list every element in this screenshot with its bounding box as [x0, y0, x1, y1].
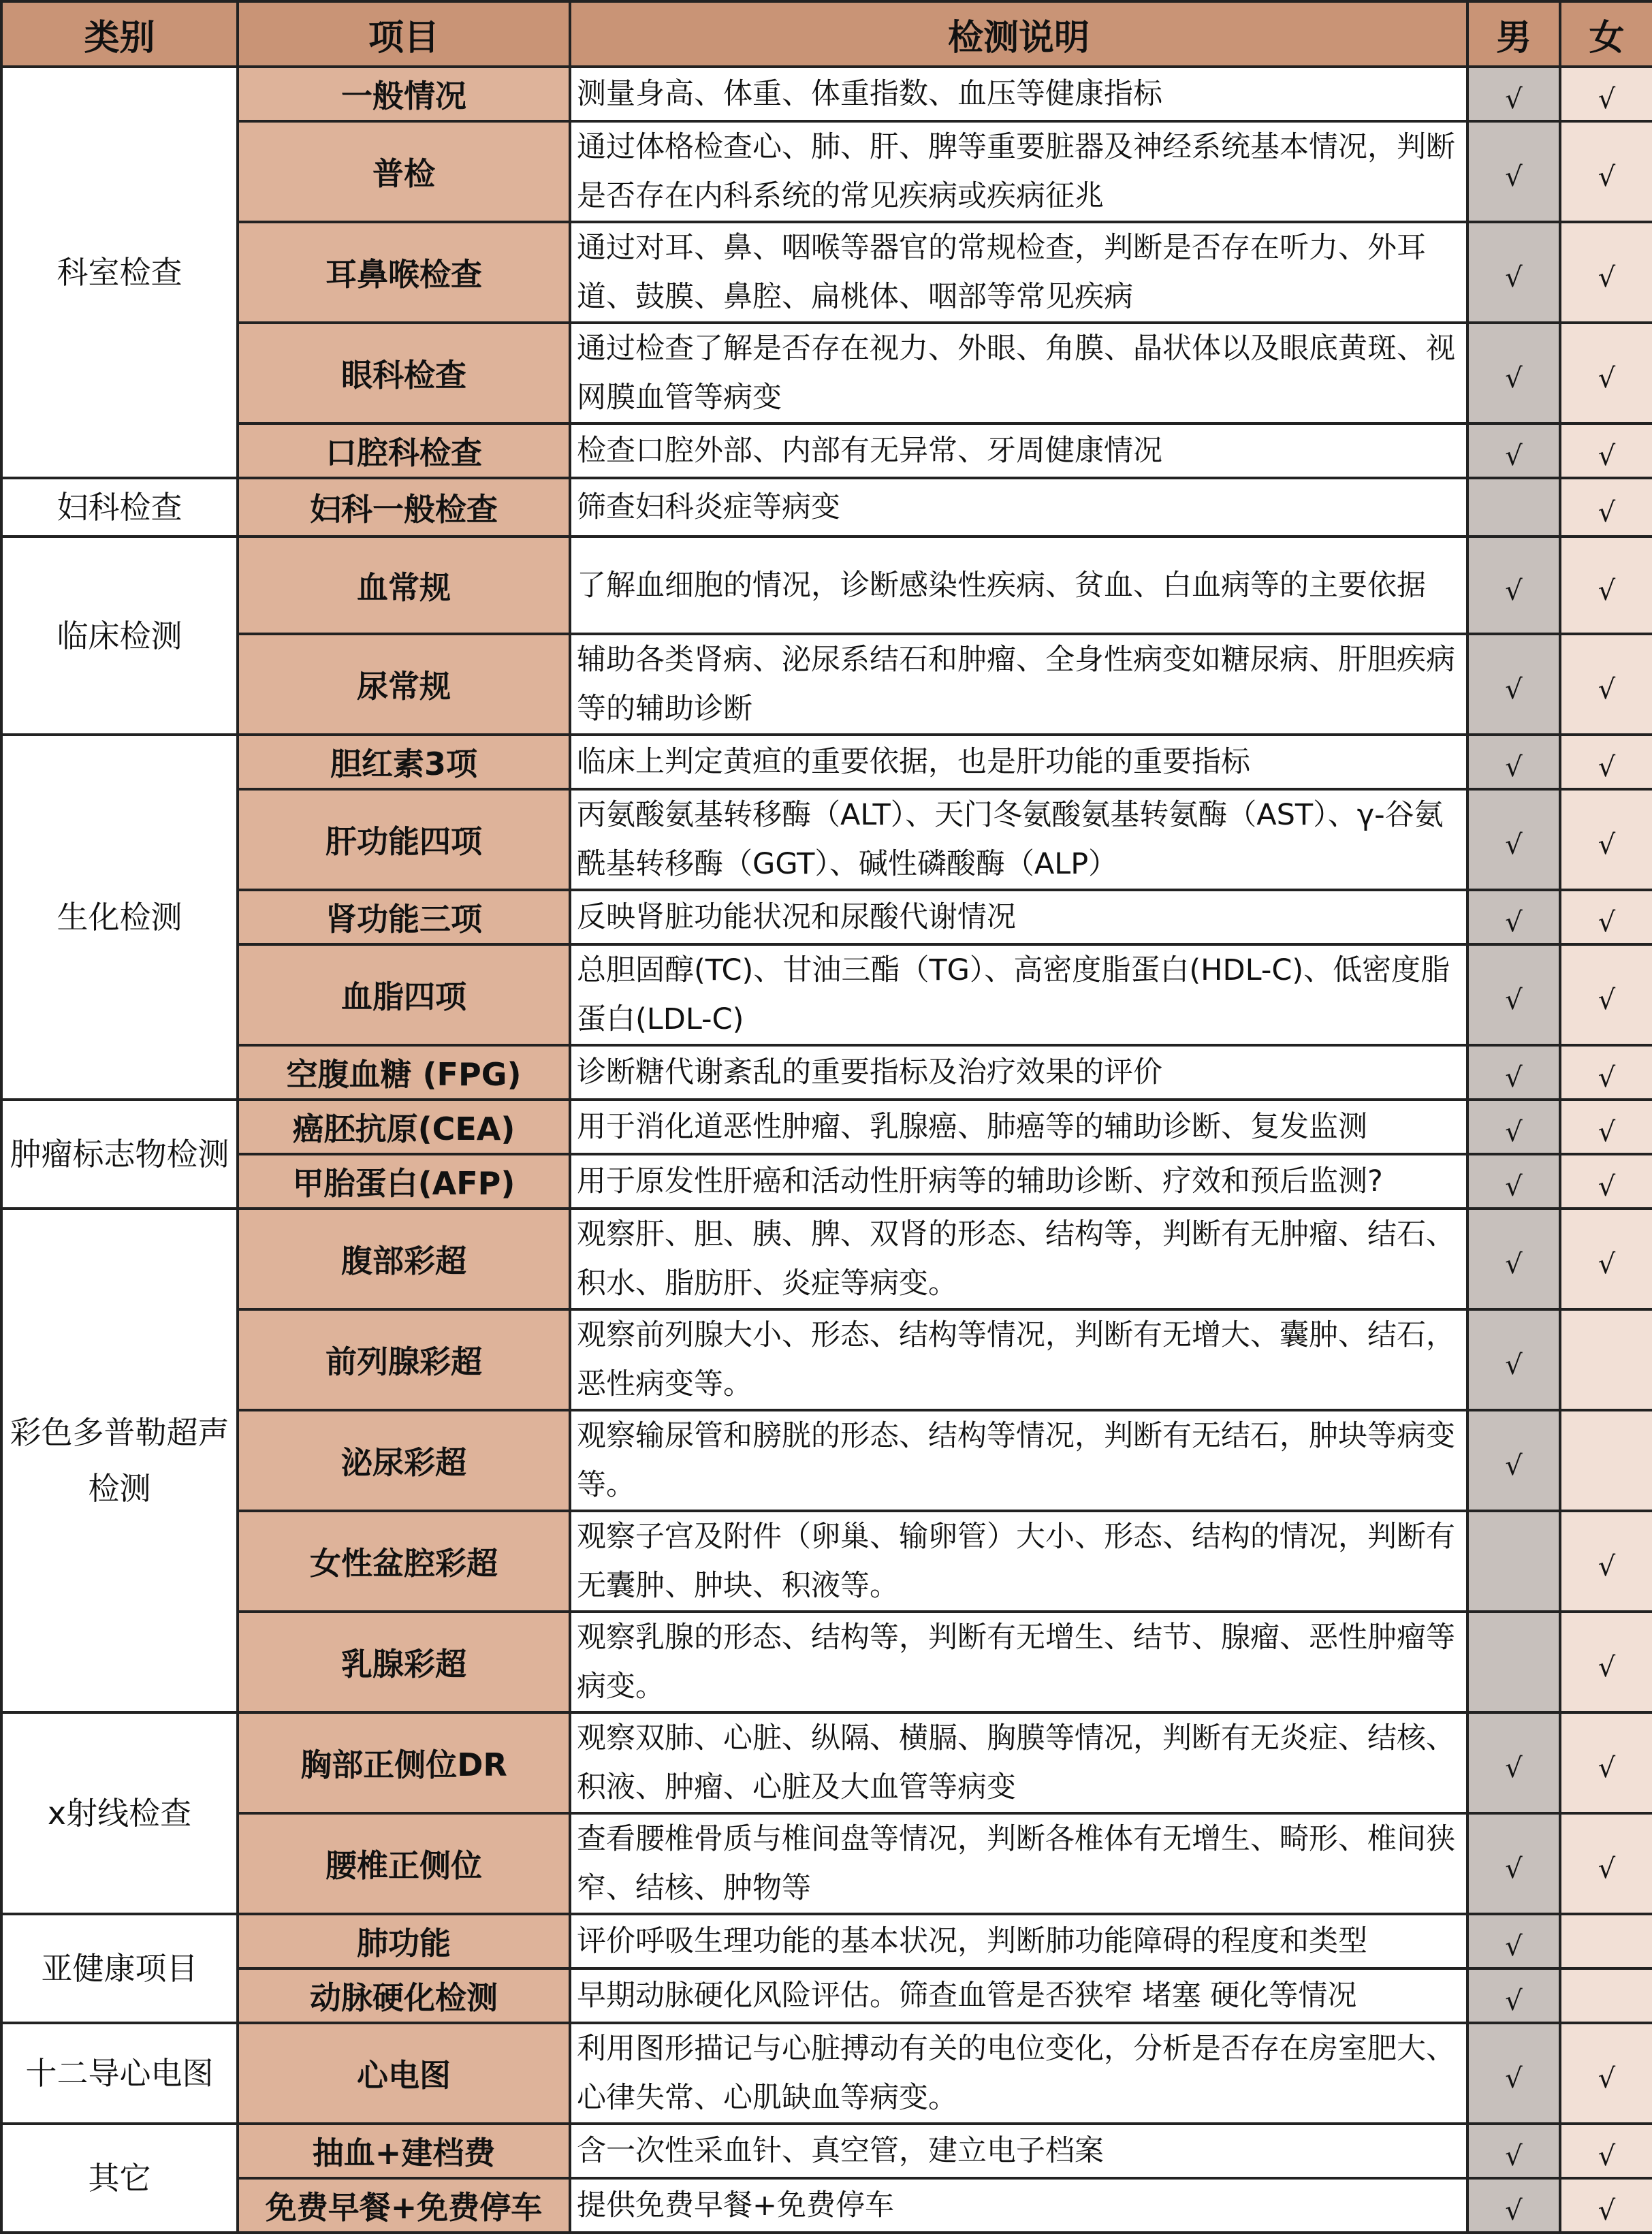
item-cell: 耳鼻喉检查	[238, 222, 570, 323]
female-cell	[1560, 890, 1652, 944]
check-mark: √	[1598, 575, 1616, 607]
check-mark: √	[1505, 1450, 1523, 1482]
description-cell: 通过对耳、鼻、咽喉等器官的常规检查，判断是否存在听力、外耳道、鼓膜、鼻腔、扁桃体、咽部等常见疾病	[570, 222, 1467, 323]
table-row	[1, 1154, 1652, 1209]
category-cell: 十二导心电图	[1, 2023, 238, 2124]
check-mark: √	[1505, 1985, 1523, 2017]
description-cell: 观察双肺、心脏、纵隔、横膈、胸膜等情况，判断有无炎症、结核、积液、肿瘤、心脏及大血管等病变	[570, 1712, 1467, 1813]
header-description: 检测说明	[570, 1, 1467, 67]
table-row	[1, 1209, 1652, 1309]
check-mark: √	[1505, 2141, 1523, 2172]
male-cell	[1467, 1914, 1560, 1968]
check-mark: √	[1505, 1171, 1523, 1202]
female-cell	[1560, 537, 1652, 634]
check-mark: √	[1598, 2195, 1616, 2227]
male-cell	[1467, 1410, 1560, 1511]
item-cell: 血常规	[238, 537, 570, 634]
table-row	[1, 2124, 1652, 2178]
female-cell	[1560, 1511, 1652, 1612]
male-cell	[1467, 222, 1560, 323]
check-mark: √	[1598, 497, 1616, 528]
male-cell	[1467, 1045, 1560, 1100]
description-cell: 反映肾脏功能状况和尿酸代谢情况	[570, 890, 1467, 944]
header-row	[1, 1, 1652, 67]
category-cell: 其它	[1, 2124, 238, 2233]
check-mark: √	[1598, 363, 1616, 394]
female-cell	[1560, 2124, 1652, 2178]
female-cell	[1560, 2023, 1652, 2124]
table-row	[1, 634, 1652, 735]
male-cell	[1467, 2178, 1560, 2233]
male-cell	[1467, 2023, 1560, 2124]
check-mark: √	[1598, 441, 1616, 472]
description-cell: 筛查妇科炎症等病变	[570, 478, 1467, 537]
description-cell: 用于消化道恶性肿瘤、乳腺癌、肺癌等的辅助诊断、复发监测	[570, 1100, 1467, 1154]
check-mark: √	[1505, 161, 1523, 193]
check-mark: √	[1505, 2063, 1523, 2094]
female-cell	[1560, 1045, 1652, 1100]
description-cell: 观察输尿管和膀胱的形态、结构等情况，判断有无结石，肿块等病变等。	[570, 1410, 1467, 1511]
check-mark: √	[1505, 829, 1523, 861]
table-row	[1, 890, 1652, 944]
check-mark: √	[1505, 1117, 1523, 1148]
female-cell	[1560, 944, 1652, 1045]
description-cell: 提供免费早餐+免费停车	[570, 2178, 1467, 2233]
item-cell: 普检	[238, 121, 570, 222]
item-cell: 女性盆腔彩超	[238, 1511, 570, 1612]
check-mark: √	[1598, 161, 1616, 193]
item-cell: 妇科一般检查	[238, 478, 570, 537]
item-cell: 眼科检查	[238, 323, 570, 424]
table-row	[1, 1100, 1652, 1154]
female-cell	[1560, 222, 1652, 323]
male-cell	[1467, 789, 1560, 890]
table-row	[1, 478, 1652, 537]
male-cell	[1467, 735, 1560, 789]
table-row	[1, 735, 1652, 789]
female-cell	[1560, 424, 1652, 478]
table-row	[1, 1813, 1652, 1914]
item-cell: 腰椎正侧位	[238, 1813, 570, 1914]
header-item: 项目	[238, 1, 570, 67]
item-cell: 一般情况	[238, 67, 570, 121]
male-cell	[1467, 1612, 1560, 1712]
description-cell: 含一次性采血针、真空管，建立电子档案	[570, 2124, 1467, 2178]
male-cell	[1467, 67, 1560, 121]
check-mark: √	[1505, 907, 1523, 938]
check-mark: √	[1505, 363, 1523, 394]
description-cell: 通过体格检查心、肺、肝、脾等重要脏器及神经系统基本情况，判断是否存在内科系统的常见疾病或疾病征兆	[570, 121, 1467, 222]
check-mark: √	[1598, 1551, 1616, 1582]
male-cell	[1467, 323, 1560, 424]
description-cell: 观察前列腺大小、形态、结构等情况，判断有无增大、囊肿、结石，恶性病变等。	[570, 1309, 1467, 1410]
female-cell	[1560, 1100, 1652, 1154]
check-mark: √	[1505, 1350, 1523, 1381]
check-mark: √	[1598, 674, 1616, 705]
item-cell: 肺功能	[238, 1914, 570, 1968]
category-cell: 临床检测	[1, 537, 238, 735]
description-cell: 总胆固醇(TC)、甘油三酯（TG）、高密度脂蛋白(HDL-C)、低密度脂蛋白(LDL-C)	[570, 944, 1467, 1045]
male-cell	[1467, 944, 1560, 1045]
check-mark: √	[1598, 907, 1616, 938]
check-mark: √	[1505, 262, 1523, 293]
item-cell: 甲胎蛋白(AFP)	[238, 1154, 570, 1209]
description-cell: 诊断糖代谢紊乱的重要指标及治疗效果的评价	[570, 1045, 1467, 1100]
table-row	[1, 1045, 1652, 1100]
female-cell	[1560, 323, 1652, 424]
check-mark: √	[1598, 1062, 1616, 1094]
description-cell: 早期动脉硬化风险评估。筛查血管是否狭窄 堵塞 硬化等情况	[570, 1968, 1467, 2023]
check-mark: √	[1505, 84, 1523, 115]
female-cell	[1560, 1410, 1652, 1511]
description-cell: 用于原发性肝癌和活动性肝病等的辅助诊断、疗效和预后监测?	[570, 1154, 1467, 1209]
table-row	[1, 537, 1652, 634]
check-mark: √	[1505, 2195, 1523, 2227]
female-cell	[1560, 735, 1652, 789]
male-cell	[1467, 2124, 1560, 2178]
check-mark: √	[1598, 829, 1616, 861]
female-cell	[1560, 121, 1652, 222]
female-cell	[1560, 67, 1652, 121]
male-cell	[1467, 1100, 1560, 1154]
check-mark: √	[1505, 1931, 1523, 1962]
check-mark: √	[1505, 1249, 1523, 1280]
female-cell	[1560, 1612, 1652, 1712]
category-cell: 彩色多普勒超声检测	[1, 1209, 238, 1712]
check-mark: √	[1598, 752, 1616, 783]
male-cell	[1467, 1968, 1560, 2023]
female-cell	[1560, 1712, 1652, 1813]
item-cell: 乳腺彩超	[238, 1612, 570, 1712]
table-row	[1, 1511, 1652, 1612]
description-cell: 测量身高、体重、体重指数、血压等健康指标	[570, 67, 1467, 121]
female-cell	[1560, 1914, 1652, 1968]
female-cell	[1560, 1209, 1652, 1309]
category-cell: x射线检查	[1, 1712, 238, 1914]
item-cell: 前列腺彩超	[238, 1309, 570, 1410]
header-female: 女	[1560, 1, 1652, 67]
header-category: 类别	[1, 1, 238, 67]
item-cell: 胆红素3项	[238, 735, 570, 789]
male-cell	[1467, 424, 1560, 478]
item-cell: 免费早餐+免费停车	[238, 2178, 570, 2233]
male-cell	[1467, 1511, 1560, 1612]
check-mark: √	[1505, 752, 1523, 783]
check-mark: √	[1598, 1853, 1616, 1885]
female-cell	[1560, 478, 1652, 537]
female-cell	[1560, 789, 1652, 890]
item-cell: 腹部彩超	[238, 1209, 570, 1309]
description-cell: 查看腰椎骨质与椎间盘等情况，判断各椎体有无增生、畸形、椎间狭窄、结核、肿物等	[570, 1813, 1467, 1914]
male-cell	[1467, 121, 1560, 222]
check-mark: √	[1598, 84, 1616, 115]
table-row	[1, 222, 1652, 323]
table-body	[1, 67, 1652, 2233]
check-mark: √	[1598, 1652, 1616, 1683]
male-cell	[1467, 1813, 1560, 1914]
table-row	[1, 944, 1652, 1045]
female-cell	[1560, 634, 1652, 735]
check-mark: √	[1505, 985, 1523, 1016]
item-cell: 肝功能四项	[238, 789, 570, 890]
table-row	[1, 424, 1652, 478]
female-cell	[1560, 1813, 1652, 1914]
category-cell: 肿瘤标志物检测	[1, 1100, 238, 1209]
male-cell	[1467, 478, 1560, 537]
table-row	[1, 1914, 1652, 1968]
item-cell: 泌尿彩超	[238, 1410, 570, 1511]
female-cell	[1560, 1968, 1652, 2023]
male-cell	[1467, 1309, 1560, 1410]
item-cell: 抽血+建档费	[238, 2124, 570, 2178]
item-cell: 癌胚抗原(CEA)	[238, 1100, 570, 1154]
table-row	[1, 67, 1652, 121]
table-row	[1, 2178, 1652, 2233]
table-row	[1, 1309, 1652, 1410]
item-cell: 口腔科检查	[238, 424, 570, 478]
check-mark: √	[1505, 1753, 1523, 1784]
item-cell: 血脂四项	[238, 944, 570, 1045]
description-cell: 丙氨酸氨基转移酶（ALT）、天门冬氨酸氨基转氨酶（AST）、γ-谷氨酰基转移酶（GGT）、碱性磷酸酶（ALP）	[570, 789, 1467, 890]
item-cell: 肾功能三项	[238, 890, 570, 944]
table-row	[1, 2023, 1652, 2124]
item-cell: 动脉硬化检测	[238, 1968, 570, 2023]
check-mark: √	[1505, 575, 1523, 607]
check-mark: √	[1598, 262, 1616, 293]
check-mark: √	[1505, 441, 1523, 472]
item-cell: 心电图	[238, 2023, 570, 2124]
description-cell: 评价呼吸生理功能的基本状况，判断肺功能障碍的程度和类型	[570, 1914, 1467, 1968]
table-row	[1, 1410, 1652, 1511]
category-cell: 亚健康项目	[1, 1914, 238, 2023]
description-cell: 了解血细胞的情况，诊断感染性疾病、贫血、白血病等的主要依据	[570, 537, 1467, 634]
item-cell: 尿常规	[238, 634, 570, 735]
table-row	[1, 323, 1652, 424]
description-cell: 观察乳腺的形态、结构等，判断有无增生、结节、腺瘤、恶性肿瘤等病变。	[570, 1612, 1467, 1712]
description-cell: 辅助各类肾病、泌尿系结石和肿瘤、全身性病变如糖尿病、肝胆疾病等的辅助诊断	[570, 634, 1467, 735]
table-row	[1, 1612, 1652, 1712]
check-mark: √	[1505, 1062, 1523, 1094]
check-mark: √	[1598, 2141, 1616, 2172]
check-mark: √	[1598, 1171, 1616, 1202]
description-cell: 通过检查了解是否存在视力、外眼、角膜、晶状体以及眼底黄斑、视网膜血管等病变	[570, 323, 1467, 424]
description-cell: 观察肝、胆、胰、脾、双肾的形态、结构等，判断有无肿瘤、结石、积水、脂肪肝、炎症等病变。	[570, 1209, 1467, 1309]
male-cell	[1467, 1209, 1560, 1309]
female-cell	[1560, 1309, 1652, 1410]
description-cell: 观察子宫及附件（卵巢、输卵管）大小、形态、结构的情况，判断有无囊肿、肿块、积液等。	[570, 1511, 1467, 1612]
item-cell: 胸部正侧位DR	[238, 1712, 570, 1813]
male-cell	[1467, 634, 1560, 735]
category-cell: 科室检查	[1, 67, 238, 478]
check-mark: √	[1598, 2063, 1616, 2094]
table-row	[1, 789, 1652, 890]
category-cell: 妇科检查	[1, 478, 238, 537]
description-cell: 检查口腔外部、内部有无异常、牙周健康情况	[570, 424, 1467, 478]
check-mark: √	[1598, 1249, 1616, 1280]
male-cell	[1467, 1712, 1560, 1813]
description-cell: 利用图形描记与心脏搏动有关的电位变化，分析是否存在房室肥大、心律失常、心肌缺血等病变。	[570, 2023, 1467, 2124]
item-cell: 空腹血糖 (FPG)	[238, 1045, 570, 1100]
check-mark: √	[1598, 1117, 1616, 1148]
table-row	[1, 1968, 1652, 2023]
description-cell: 临床上判定黄疸的重要依据，也是肝功能的重要指标	[570, 735, 1467, 789]
category-cell: 生化检测	[1, 735, 238, 1100]
female-cell	[1560, 2178, 1652, 2233]
table-row	[1, 121, 1652, 222]
table-row	[1, 1712, 1652, 1813]
male-cell	[1467, 537, 1560, 634]
check-mark: √	[1598, 985, 1616, 1016]
male-cell	[1467, 890, 1560, 944]
male-cell	[1467, 1154, 1560, 1209]
header-male: 男	[1467, 1, 1560, 67]
check-mark: √	[1505, 1853, 1523, 1885]
female-cell	[1560, 1154, 1652, 1209]
check-mark: √	[1598, 1753, 1616, 1784]
check-mark: √	[1505, 674, 1523, 705]
